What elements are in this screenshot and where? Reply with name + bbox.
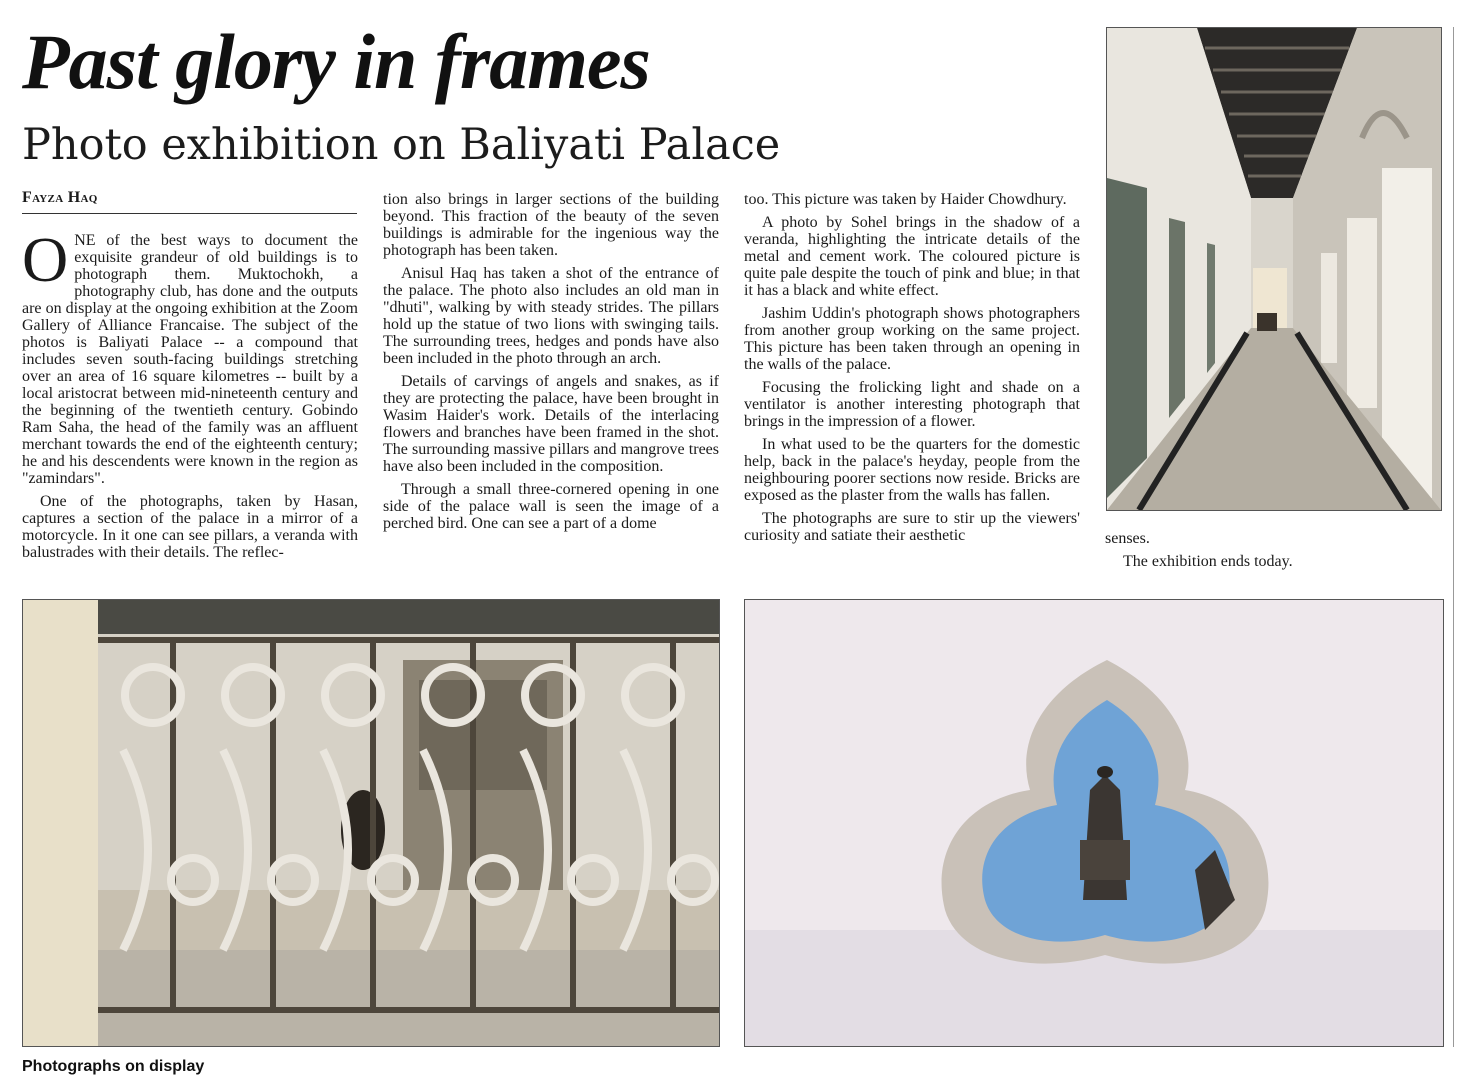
subheadline: Photo exhibition on Baliyati Palace: [22, 120, 781, 170]
article-paragraph: The exhibition ends today.: [1123, 553, 1293, 570]
article-column-2: [383, 191, 719, 584]
article-column-3: [744, 191, 1080, 584]
paragraph-text: NE of the best ways to document the exquisite grandeur of old buildings is to photograph them. Muktochokh, a photography club, has done and the outputs are on display at the ongoing exhibition at the Zoom Gallery of Alliance Francaise. The subject of the photos is Baliyati Palace -- a compound that includes seven south-facing buildings stretching over an area of 16 square kilometres -- built by a local aristocrat between mid-nineteenth century and the beginning of the twentieth century. Gobindo Ram Saha, the head of the family was an affluent merchant towards the end of the eighteenth century; he and his descendents were known in the region as "zamindars".: [22, 232, 358, 487]
article-paragraph: senses.: [1105, 530, 1150, 547]
article-paragraph: tion also brings in larger sections of the building beyond. This fraction of the beauty of the seven buildings is admirable for the ingenious way the photograph has been taken.: [383, 191, 719, 259]
article-paragraph: Anisul Haq has taken a shot of the entrance of the palace. The photo also includes an old man in "dhuti", walking by with steady strides. The pillars hold up the statue of two lions with swinging tails. The surrounding trees, hedges and ponds have also been included in the photo through an arch.: [383, 265, 719, 367]
iron-railing-photo-icon: [23, 600, 719, 1046]
corridor-photo-icon: [1107, 28, 1441, 510]
page-divider: [1453, 27, 1454, 1047]
article-paragraph: One of the photographs, taken by Hasan, captures a section of the palace in a mirror of a motorcycle. In it one can see pillars, a veranda with balustrades with their details. The reflec-: [22, 493, 358, 561]
article-paragraph: too. This picture was taken by Haider Chowdhury.: [744, 191, 1067, 208]
corridor-photo: [1106, 27, 1442, 511]
article-paragraph: Jashim Uddin's photograph shows photographers from another group working on the same project. This picture has been taken through an opening in the walls of the palace.: [744, 305, 1080, 373]
drop-cap: O: [22, 232, 69, 295]
headline: Past glory in frames: [22, 18, 650, 105]
trefoil-window-photo-icon: [745, 600, 1443, 1046]
trefoil-window-photo: [744, 599, 1444, 1047]
article-paragraph: In what used to be the quarters for the domestic help, back in the palace's heyday, people from the neighbouring poorer sections now reside. Bricks are exposed as the plaster from the walls has fallen.: [744, 436, 1080, 504]
article-paragraph: Details of carvings of angels and snakes, as if they are protecting the palace, have been brought in Wasim Haider's work. Details of the interlacing flowers and branches have been framed in the shot. The surrounding massive pillars and mangrove trees have also been included in the composition.: [383, 373, 719, 475]
article-paragraph: Through a small three-cornered opening in one side of the palace wall is seen the image of a perched bird. One can see a part of a dome: [383, 481, 719, 532]
article-paragraph: The photographs are sure to stir up the viewers' curiosity and satiate their aesthetic: [744, 510, 1080, 544]
article-paragraph: Focusing the frolicking light and shade on a ventilator is another interesting photograph that brings in the impression of a flower.: [744, 379, 1080, 430]
article-paragraph: A photo by Sohel brings in the shadow of a veranda, highlighting the intricate details of the metal and cement work. The coloured picture is quite pale despite the touch of pink and blue; in that it has a black and white effect.: [744, 214, 1080, 299]
article-column-1: [22, 232, 358, 584]
iron-railing-photo: [22, 599, 720, 1047]
photo-caption: Photographs on display: [22, 1058, 205, 1075]
article-paragraph: [22, 232, 358, 487]
byline: Fayza Haq: [22, 189, 357, 214]
article-column-4: [1105, 530, 1441, 580]
